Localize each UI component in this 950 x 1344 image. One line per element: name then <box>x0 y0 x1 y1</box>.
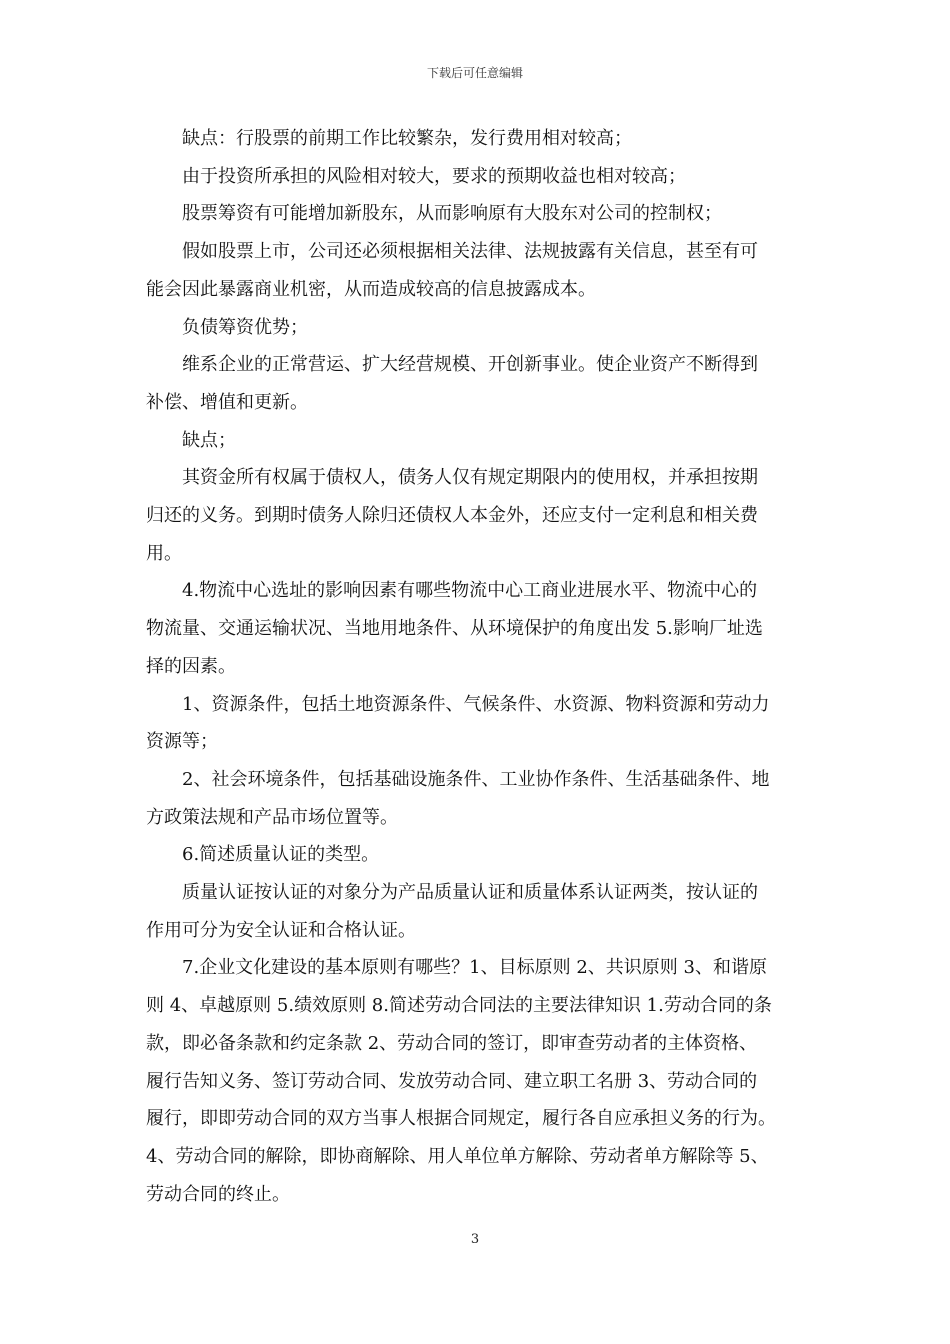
text-line: 用。 <box>146 542 182 564</box>
document-body <box>146 120 810 1213</box>
text-line: 1、资源条件，包括土地资源条件、气候条件、水资源、物料资源和劳动力 <box>182 693 770 715</box>
text-line: 则 4、卓越原则 5.绩效原则 8.简述劳动合同法的主要法律知识 1.劳动合同的条 <box>146 995 772 1017</box>
text-line: 股票筹资有可能增加新股东，从而影响原有大股东对公司的控制权； <box>182 203 722 225</box>
text-line: 其资金所有权属于债权人，债务人仅有规定期限内的使用权，并承担按期 <box>182 467 758 489</box>
text-line: 物流量、交通运输状况、当地用地条件、从环境保护的角度出发 5.影响厂址选 <box>146 618 763 640</box>
text-line: 7.企业文化建设的基本原则有哪些？1、目标原则 2、共识原则 3、和谐原 <box>182 957 767 979</box>
text-line: 2、社会环境条件，包括基础设施条件、工业协作条件、生活基础条件、地 <box>182 768 770 790</box>
text-line: 负债筹资优势； <box>182 316 308 338</box>
text-line: 维系企业的正常营运、扩大经营规模、开创新事业。使企业资产不断得到 <box>182 354 758 376</box>
text-line: 能会因此暴露商业机密，从而造成较高的信息披露成本。 <box>146 278 596 300</box>
text-line: 履行告知义务、签订劳动合同、发放劳动合同、建立职工名册 3、劳动合同的 <box>146 1070 758 1092</box>
text-line: 劳动合同的终止。 <box>146 1183 290 1205</box>
text-line: 质量认证按认证的对象分为产品质量认证和质量体系认证两类，按认证的 <box>182 882 758 904</box>
text-line: 假如股票上市，公司还必须根据相关法律、法规披露有关信息，甚至有可 <box>182 241 758 263</box>
text-line: 款，即必备条款和约定条款 2、劳动合同的签订，即审查劳动者的主体资格、 <box>146 1032 758 1054</box>
text-line: 履行，即即劳动合同的双方当事人根据合同规定，履行各自应承担义务的行为。 <box>146 1108 776 1130</box>
text-line: 缺点：行股票的前期工作比较繁杂，发行费用相对较高； <box>182 128 632 149</box>
text-line: 方政策法规和产品市场位置等。 <box>146 806 398 828</box>
text-line: 6.简述质量认证的类型。 <box>182 844 380 866</box>
text-line: 4、劳动合同的解除，即协商解除、用人单位单方解除、劳动者单方解除等 5、 <box>146 1145 769 1167</box>
text-line: 资源等； <box>146 731 218 753</box>
text-line: 4.物流中心选址的影响因素有哪些物流中心工商业进展水平、物流中心的 <box>182 580 758 602</box>
page-number: 3 <box>470 1232 480 1247</box>
text-line: 缺点； <box>182 429 236 451</box>
text-line: 补偿、增值和更新。 <box>146 391 308 413</box>
text-line: 归还的义务。到期时债务人除归还债权人本金外，还应支付一定利息和相关费 <box>146 505 758 527</box>
text-line: 择的因素。 <box>146 655 236 677</box>
text-line: 作用可分为安全认证和合格认证。 <box>146 919 416 941</box>
page-header: 下载后可任意编辑 <box>426 66 523 80</box>
text-line: 由于投资所承担的风险相对较大，要求的预期收益也相对较高； <box>182 165 686 187</box>
